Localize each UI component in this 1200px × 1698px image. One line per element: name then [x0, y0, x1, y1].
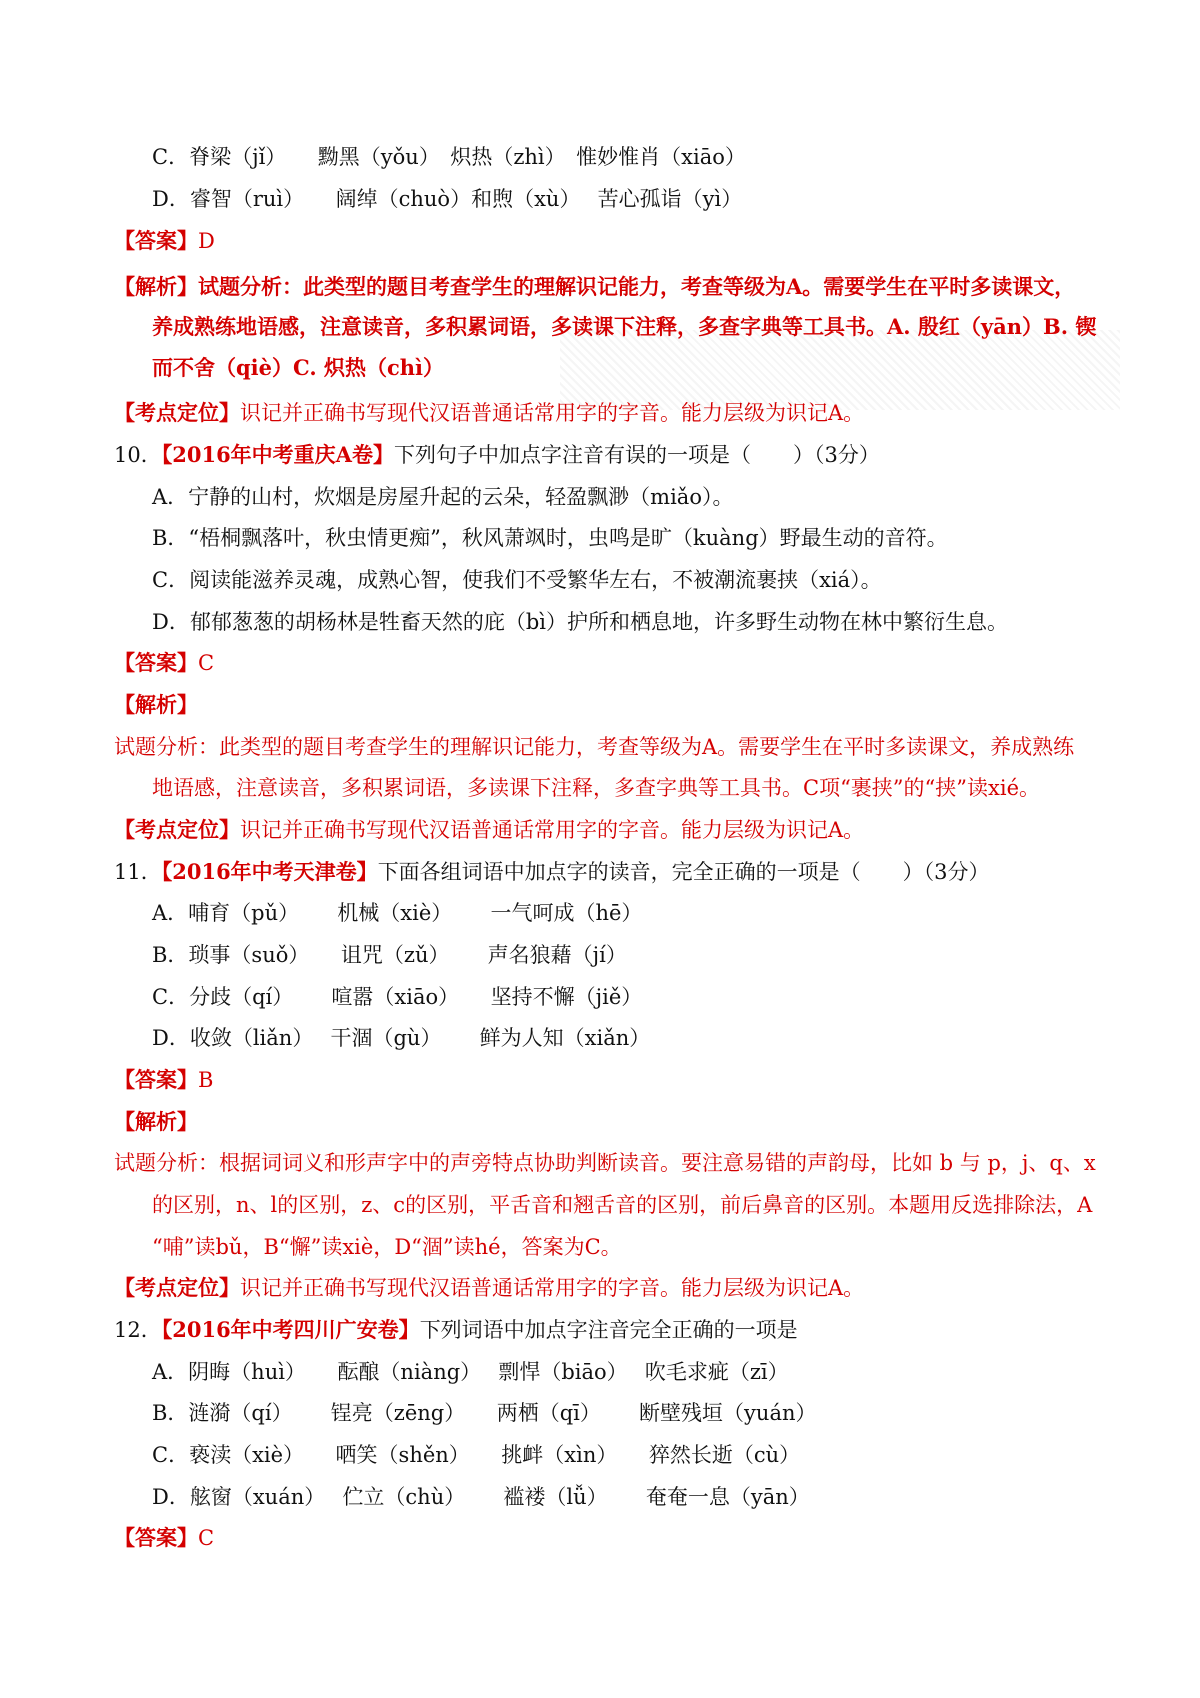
q10-option-c: C．阅读能滋养灵魂，成熟心智，使我们不受繁华左右，不被潮流裹挟（xiá）。: [152, 568, 882, 592]
q10-analysis-line-2: 地语感，注意读音，多积累词语，多读课下注释，多查字典等工具书。C项“裹挟”的“挟”读xié。: [152, 776, 1040, 800]
answer-tag: 【答案】: [114, 1525, 198, 1550]
q10-option-a: A．宁静的山村，炊烟是房屋升起的云朵，轻盈飘渺（miǎo）。: [152, 485, 734, 509]
answer-tag: 【答案】: [114, 1067, 198, 1092]
analysis-tag: 【解析】: [114, 692, 198, 717]
q11-option-c: C．分歧（qí） 喧嚣（xiāo） 坚持不懈（jiě）: [152, 985, 643, 1009]
answer-value: D: [198, 229, 215, 253]
point-text: 识记并正确书写现代汉语普通话常用字的字音。能力层级为识记A。: [240, 401, 865, 425]
q11-analysis-tag: [114, 1107, 198, 1137]
q11-answer: [114, 1065, 213, 1095]
q11-analysis-line-3: “哺”读bǔ，B“懈”读xiè，D“涸”读hé，答案为C。: [152, 1235, 622, 1259]
point-tag: 【考点定位】: [114, 1275, 240, 1300]
q10-analysis-tag: [114, 690, 198, 720]
q12-option-d: D．舷窗（xuán） 伫立（chù） 褴褛（lǚ） 奄奄一息（yān）: [152, 1485, 810, 1509]
q9-analysis-line-3: 而不舍（qiè）C. 炽热（chì）: [152, 355, 445, 380]
q12-stem: [114, 1315, 798, 1345]
q11-analysis-line-1: 试题分析：根据词词义和形声字中的声旁特点协助判断读音。要注意易错的声韵母，比如 b 与 p，j、q、x: [114, 1151, 1096, 1175]
q9-option-c: C．脊梁（jǐ） 黝黑（yǒu） 炽热（zhì） 惟妙惟肖（xiāo）: [152, 145, 746, 169]
answer-value: C: [198, 651, 215, 675]
q11-option-a: A．哺育（pǔ） 机械（xiè） 一气呵成（hē）: [152, 901, 643, 925]
q12-option-a: A．阴晦（huì） 酝酿（niàng） 剽悍（biāo） 吹毛求疵（zī）: [152, 1360, 789, 1384]
q10-option-d: D．郁郁葱葱的胡杨林是牲畜天然的庇（bì）护所和栖息地，许多野生动物在林中繁衍生息。: [152, 610, 1008, 634]
analysis-tag: 【解析】: [114, 274, 198, 299]
q11-stem: [114, 857, 990, 887]
q11-point: [114, 1273, 864, 1303]
question-text: 下面各组词语中加点字的读音，完全正确的一项是（ ）（3分）: [377, 860, 990, 884]
q9-analysis-line-2: 养成熟练地语感，注意读音，多积累词语，多读课下注释，多查字典等工具书。A. 殷红（yān）B. 锲: [152, 314, 1097, 339]
q9-point: [114, 398, 864, 428]
question-text: 下列词语中加点字注音完全正确的一项是: [419, 1318, 798, 1342]
analysis-text: 试题分析：此类型的题目考查学生的理解识记能力，考查等级为A。需要学生在平时多读课文，: [198, 274, 1076, 299]
q9-option-d: D．睿智（ruì） 阔绰（chuò）和煦（xù） 苦心孤诣（yì）: [152, 187, 743, 211]
point-text: 识记并正确书写现代汉语普通话常用字的字音。能力层级为识记A。: [240, 1276, 865, 1300]
answer-tag: 【答案】: [114, 228, 198, 253]
q9-answer: [114, 226, 215, 256]
q9-analysis-line-1: [114, 272, 1075, 302]
q10-analysis-line-1: 试题分析：此类型的题目考查学生的理解识记能力，考查等级为A。需要学生在平时多读课文，养成熟练: [114, 735, 1075, 759]
question-source: 【2016年中考四川广安卷】: [161, 1317, 420, 1342]
question-number: 11．: [114, 860, 162, 884]
question-source: 【2016年中考天津卷】: [161, 859, 378, 884]
q12-option-c: C．亵渎（xiè） 哂笑（shěn） 挑衅（xìn） 猝然长逝（cù）: [152, 1443, 801, 1467]
point-text: 识记并正确书写现代汉语普通话常用字的字音。能力层级为识记A。: [240, 818, 865, 842]
q12-answer: [114, 1523, 214, 1553]
question-source: 【2016年中考重庆A卷】: [161, 442, 394, 467]
question-number: 10．: [114, 443, 162, 467]
analysis-tag: 【解析】: [114, 1109, 198, 1134]
answer-tag: 【答案】: [114, 650, 198, 675]
answer-value: B: [198, 1068, 214, 1092]
q11-analysis-line-2: 的区别，n、l的区别，z、c的区别，平舌音和翘舌音的区别，前后鼻音的区别。本题用反选排除法，A: [152, 1193, 1093, 1217]
question-number: 12．: [114, 1318, 162, 1342]
answer-value: C: [198, 1526, 215, 1550]
q10-option-b: B．“梧桐飘落叶，秋虫情更痴”，秋风萧飒时，虫鸣是旷（kuàng）野最生动的音符。: [152, 526, 948, 550]
q10-stem: [114, 440, 880, 470]
point-tag: 【考点定位】: [114, 817, 240, 842]
q11-option-b: B．琐事（suǒ） 诅咒（zǔ） 声名狼藉（jí）: [152, 943, 627, 967]
q10-answer: [114, 648, 214, 678]
point-tag: 【考点定位】: [114, 400, 240, 425]
q12-option-b: B．涟漪（qí） 锃亮（zēng） 两栖（qī） 断壁残垣（yuán）: [152, 1401, 817, 1425]
q10-point: [114, 815, 864, 845]
question-text: 下列句子中加点字注音有误的一项是（ ）（3分）: [393, 443, 880, 467]
q11-option-d: D．收敛（liǎn） 干涸（gù） 鲜为人知（xiǎn）: [152, 1026, 651, 1050]
